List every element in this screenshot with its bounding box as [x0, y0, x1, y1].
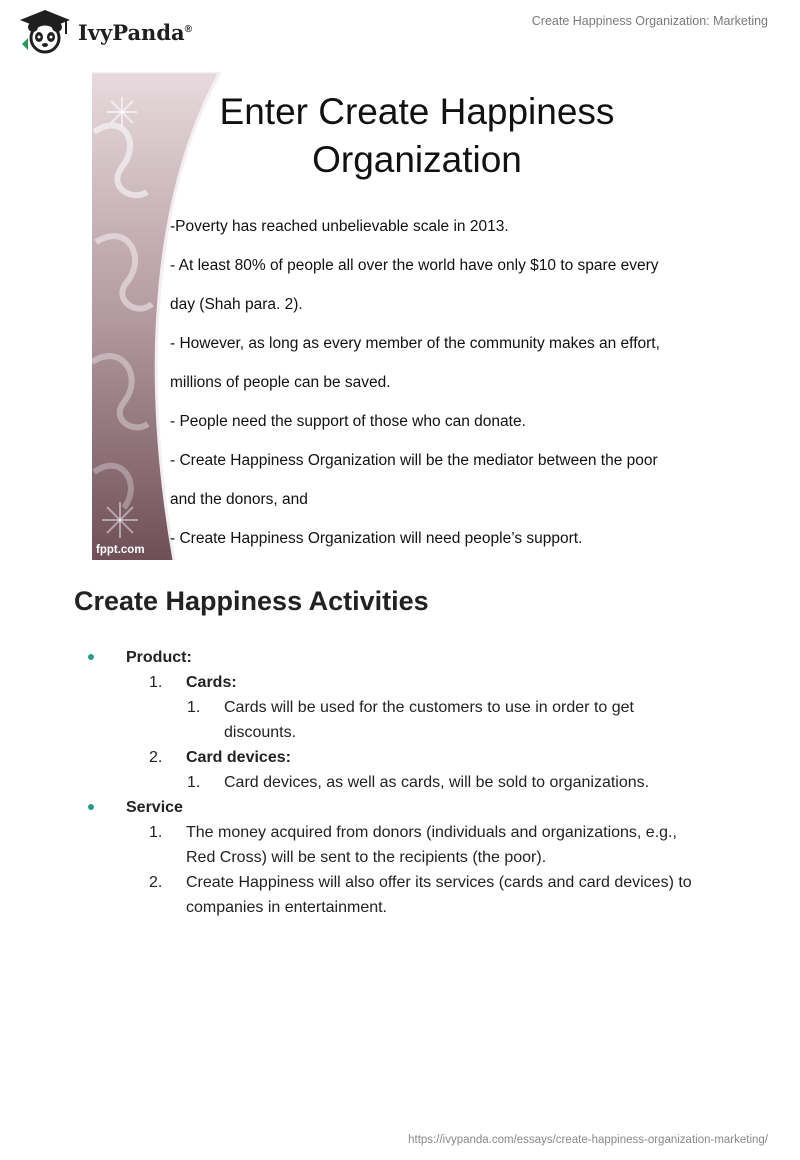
panda-graduate-icon	[16, 8, 74, 54]
slide-watermark: fppt.com	[96, 544, 145, 556]
list-number: 1.	[149, 824, 163, 841]
bullet-icon	[88, 654, 94, 660]
section-heading: Create Happiness Activities	[74, 586, 429, 616]
service-item-2: Create Happiness will also offer its services (cards and card devices) to	[186, 874, 692, 891]
slide-line: -Poverty has reached unbelievable scale in 2013.	[170, 218, 509, 235]
slide-line: millions of people can be saved.	[170, 374, 391, 391]
cards-detail: Cards will be used for the customers to use in order to get	[224, 699, 634, 716]
cards-detail-cont: discounts.	[224, 724, 297, 741]
slide-line: - Create Happiness Organization will be the mediator between the poor	[170, 452, 658, 469]
slide-line: and the donors, and	[170, 491, 308, 508]
list-number: 1.	[187, 774, 201, 791]
source-url-link[interactable]: https://ivypanda.com/essays/create-happiness-organization-marketing/	[408, 1134, 768, 1146]
slide-image	[92, 72, 712, 560]
list-number: 2.	[149, 749, 163, 766]
slide-line: - At least 80% of people all over the world have only $10 to spare every	[170, 257, 659, 274]
service-item-1: The money acquired from donors (individuals and organizations, e.g.,	[186, 824, 677, 841]
card-devices-detail: Card devices, as well as cards, will be sold to organizations.	[224, 774, 650, 791]
slide-line: - People need the support of those who can donate.	[170, 413, 526, 430]
product-label: Product:	[126, 649, 192, 666]
service-label: Service	[126, 799, 183, 816]
brand-name: IvyPanda®	[78, 19, 192, 45]
list-number: 1.	[149, 674, 163, 691]
slide-line: - Create Happiness Organization will need people’s support.	[170, 530, 583, 547]
slide-line: day (Shah para. 2).	[170, 296, 303, 313]
list-number: 1.	[187, 699, 201, 716]
service-item-2-cont: companies in entertainment.	[186, 899, 387, 916]
ivypanda-logo[interactable]	[16, 8, 192, 54]
slide-title: Enter Create Happiness Organization	[219, 91, 615, 180]
slide-line: - However, as long as every member of the community makes an effort,	[170, 335, 660, 352]
bullet-icon	[88, 804, 94, 810]
card-devices-label: Card devices:	[186, 749, 291, 766]
list-number: 2.	[149, 874, 163, 891]
cards-label: Cards:	[186, 674, 237, 691]
slide-bullets	[170, 212, 700, 560]
service-item-1-cont: Red Cross) will be sent to the recipients (the poor).	[186, 849, 547, 866]
document-title: Create Happiness Organization: Marketing	[531, 14, 768, 28]
